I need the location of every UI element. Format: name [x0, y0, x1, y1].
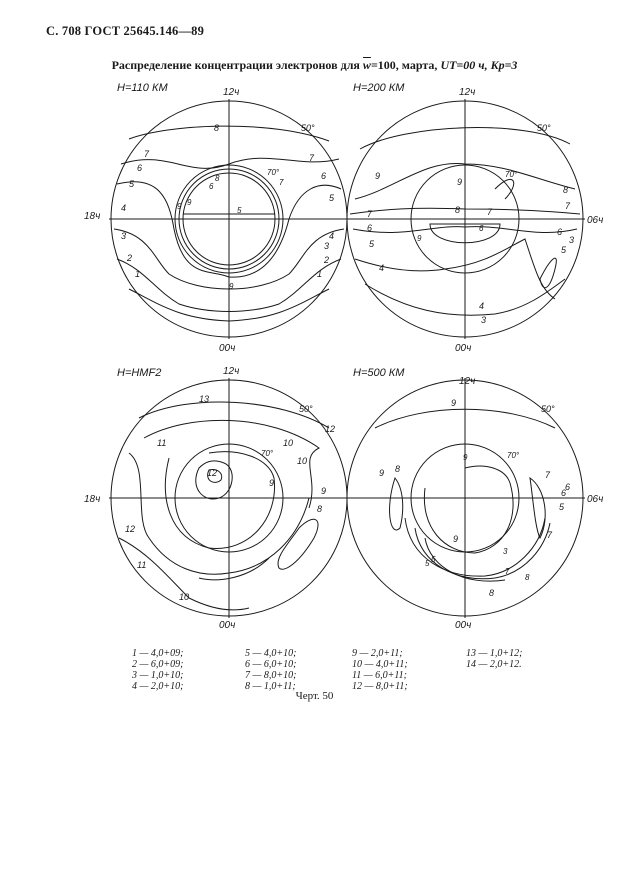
title-kp: Kp=3 — [490, 58, 518, 72]
contour-label: 2 — [127, 253, 133, 263]
contour-label: 7 — [547, 530, 553, 540]
contour-label: 12 — [207, 468, 218, 478]
lat-label-70: 70° — [267, 168, 280, 177]
panel-500km — [345, 367, 603, 631]
legend-item: 10 — 4,0+11; — [352, 659, 408, 670]
contour-line — [121, 158, 339, 168]
contour-label: 5 — [329, 193, 335, 203]
panel-label: H=200 КМ — [353, 82, 405, 94]
contour-label: 6 — [479, 224, 484, 233]
legend-column-2 — [245, 648, 296, 692]
contour-label: 9 — [269, 478, 275, 488]
contour-label: 9 — [463, 453, 468, 462]
axis-right-label: 06ч — [587, 494, 604, 505]
contour-line — [424, 466, 513, 553]
contour-label: 8 — [563, 185, 569, 195]
contour-line — [540, 258, 556, 288]
legend-item: 13 — 1,0+12; — [466, 648, 523, 659]
contour-label: 5 — [425, 559, 430, 568]
axis-left-label: 18ч — [84, 494, 101, 505]
axis-bottom-label: 00ч — [455, 620, 472, 631]
lat-label-50: 50° — [299, 404, 313, 414]
legend-item: 8 — 1,0+11; — [245, 681, 296, 692]
contour-label: 5 — [559, 502, 565, 512]
contour-label: 11 — [137, 560, 147, 570]
axis-bottom-label: 00ч — [219, 620, 236, 631]
contour-label: 1 — [317, 269, 323, 279]
lat-label-70: 70° — [261, 449, 274, 458]
contour-label: 10 — [297, 456, 308, 466]
legend-item: 1 — 4,0+09; — [132, 648, 184, 659]
legend-item: 3 — 1,0+10; — [132, 670, 184, 681]
legend-column-1 — [132, 648, 183, 692]
axis-bottom-label: 00ч — [455, 343, 472, 354]
contour-line — [199, 558, 269, 580]
axis-right-label: 06ч — [587, 215, 604, 226]
contour-label: 10 — [283, 438, 294, 448]
contour-label: 3 — [481, 315, 487, 325]
contour-label: 10 — [179, 592, 190, 602]
panel-200km — [345, 82, 603, 354]
contour-label: 4 — [329, 231, 335, 241]
axis-left-label: 18ч — [84, 211, 101, 222]
contour-label: 5 — [561, 245, 567, 255]
legend-item: 4 — 2,0+10; — [132, 681, 184, 692]
contour-label: 1 — [135, 269, 141, 279]
title-ut: UT=00 ч, — [440, 58, 488, 72]
contour-label: 8 — [489, 588, 495, 598]
legend-item: 5 — 4,0+10; — [245, 648, 297, 659]
contour-label: 6 — [321, 171, 327, 181]
contour-label: 9 — [451, 398, 457, 408]
contour-label: 7 — [545, 470, 551, 480]
contour-label: 4 — [379, 263, 385, 273]
contour-label: 8 — [215, 174, 220, 183]
contour-label: 4 — [479, 301, 485, 311]
contour-line — [530, 478, 545, 538]
contour-label: 8 — [214, 123, 220, 133]
lat-label-50: 50° — [537, 123, 551, 133]
contour-line — [390, 478, 403, 530]
contour-label: 9 — [187, 198, 192, 207]
contour-label: 3 — [121, 231, 127, 241]
contour-label: 8 — [317, 504, 323, 514]
contour-label: 11 — [157, 438, 167, 448]
legend-item: 9 — 2,0+11; — [352, 648, 403, 659]
lat-label-50: 50° — [301, 123, 315, 133]
contour-label: 9 — [379, 468, 385, 478]
contour-label: 5 — [237, 206, 242, 215]
title-rest: =100, марта, — [370, 58, 438, 72]
axis-top-label: 12ч — [223, 87, 240, 98]
contour-label: 6 — [137, 163, 143, 173]
contour-label: 6 — [557, 227, 563, 237]
legend-item: 11 — 6,0+11; — [352, 670, 407, 681]
contour-label: 9 — [417, 234, 422, 243]
panel-hmf2 — [84, 366, 349, 631]
contour-label: 7 — [487, 207, 493, 217]
contour-label: 9 — [457, 177, 463, 187]
contour-label: 7 — [279, 178, 284, 187]
contour-label: 8 — [455, 205, 461, 215]
contour-label: 3 — [503, 547, 508, 556]
contour-label: 3 — [324, 241, 330, 251]
contour-label: 12 — [125, 524, 136, 534]
contour-label: 8 — [525, 573, 530, 582]
contour-label: 8 — [395, 464, 401, 474]
legend-item: 6 — 6,0+10; — [245, 659, 297, 670]
contour-line — [144, 420, 319, 508]
legend-column-4 — [466, 648, 522, 670]
contour-label: 3 — [569, 235, 575, 245]
contour-labels — [121, 123, 335, 291]
contour-label: 7 — [367, 209, 373, 219]
lat-label-70: 70° — [505, 170, 518, 179]
axis-top-label: 12ч — [459, 87, 476, 98]
axis-top-label: 12ч — [223, 366, 240, 377]
contour-label: 7 — [144, 149, 150, 159]
contour-label: 5 — [431, 555, 436, 564]
legend-item: 12 — 8,0+11; — [352, 681, 408, 692]
legend-item: 2 — 6,0+09; — [132, 659, 184, 670]
page-header: С. 708 ГОСТ 25645.146—89 — [46, 24, 205, 38]
legend-item: 7 — 8,0+10; — [245, 670, 297, 681]
contour-label: 12 — [325, 424, 336, 434]
contour-label: 7 — [309, 153, 315, 163]
contour-label: 9 — [229, 282, 234, 291]
panel-label: H=HMF2 — [117, 367, 162, 379]
legend-item: 14 — 2,0+12. — [466, 659, 522, 670]
contour-labels — [367, 171, 574, 325]
contour-label: 9 — [321, 486, 327, 496]
legend-column-3 — [352, 648, 408, 692]
contour-label: 2 — [324, 255, 330, 265]
contour-label: 13 — [199, 394, 210, 404]
title-main: Распределение концентрации электронов для — [111, 58, 360, 72]
contour-label: 4 — [121, 203, 127, 213]
contour-label: 6 — [565, 482, 571, 492]
contour-label: 9 — [375, 171, 381, 181]
panel-110km — [84, 82, 349, 354]
contour-line — [165, 452, 274, 549]
contour-line — [355, 239, 555, 299]
contour-label: 5 — [129, 179, 135, 189]
contour-label: 5 — [369, 239, 375, 249]
contour-label: 7 — [565, 201, 571, 211]
contour-label: 6 — [561, 488, 567, 498]
contour-label: 9 — [177, 202, 182, 211]
panel-label: H=500 КМ — [353, 367, 405, 379]
axis-top-label: 12ч — [459, 376, 476, 387]
contour-label: 9 — [453, 534, 459, 544]
contour-label: 6 — [209, 182, 214, 191]
panel-label: H=110 КМ — [117, 82, 168, 94]
contour-line — [196, 461, 232, 499]
contour-label: 6 — [367, 223, 373, 233]
contour-label: 7 — [505, 567, 510, 576]
lat-label-70: 70° — [507, 451, 520, 460]
lat-label-50: 50° — [541, 404, 555, 414]
axis-bottom-label: 00ч — [219, 343, 236, 354]
title-w: $\overline{w}$ — [362, 58, 371, 72]
figure-caption: Черт. 50 — [295, 690, 334, 702]
